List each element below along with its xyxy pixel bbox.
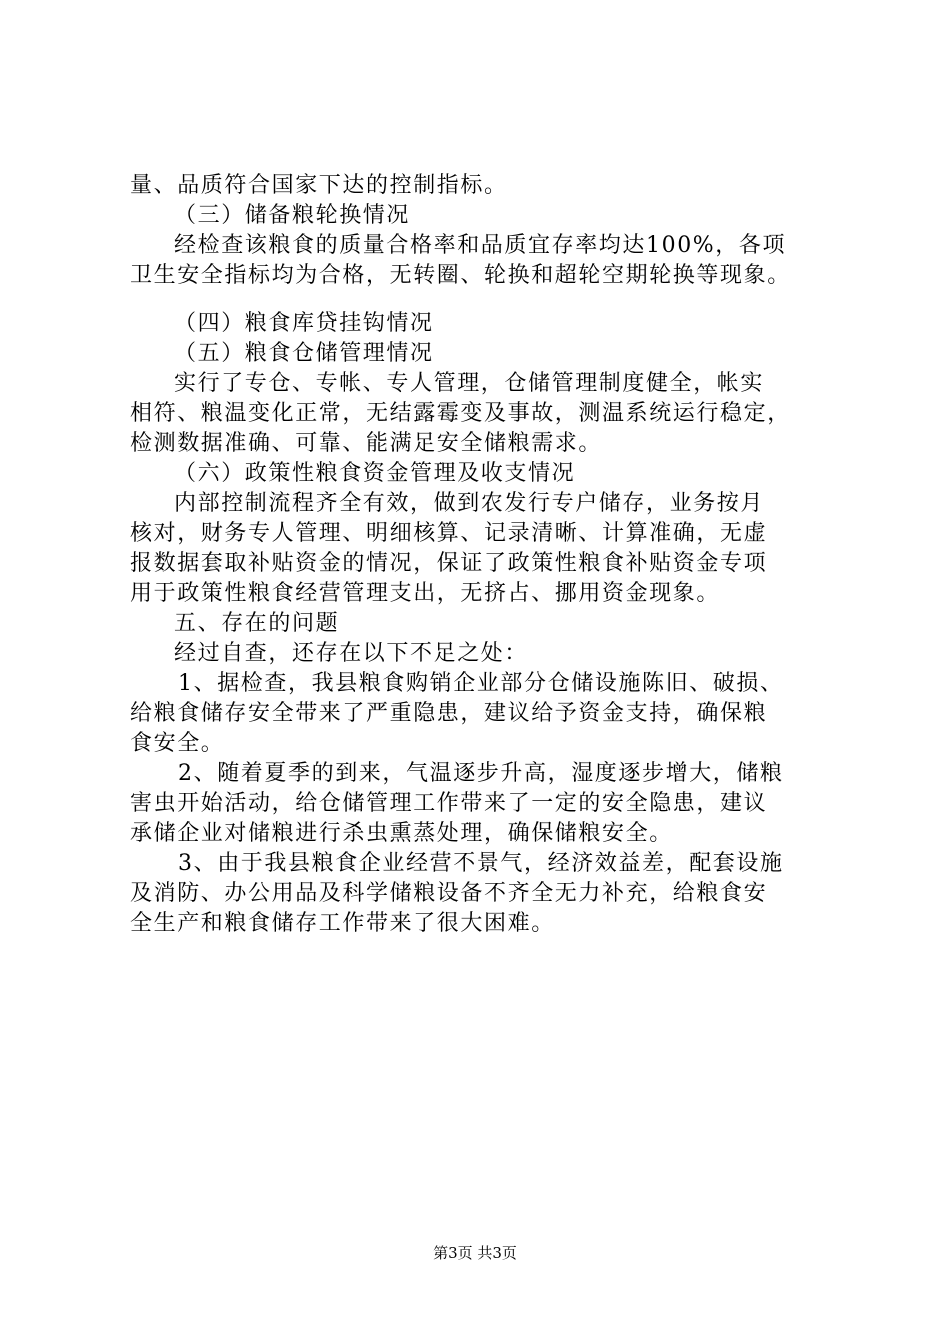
text-line: 承储企业对储粮进行杀虫熏蒸处理，确保储粮安全。: [130, 821, 673, 846]
section-heading-4: （四）粮食库贷挂钩情况: [174, 311, 434, 336]
list-item-1: 1、据检查，我县粮食购销企业部分仓储设施陈旧、破损、: [178, 671, 784, 696]
text-line: 用于政策性粮食经营管理支出，无挤占、挪用资金现象。: [130, 581, 721, 606]
list-item-3: 3、由于我县粮食企业经营不景气，经济效益差，配套设施: [178, 851, 784, 876]
text-line: 相符、粮温变化正常，无结露霉变及事故，测温系统运行稳定，: [130, 401, 791, 426]
page-number-footer: 第3页 共3页: [433, 1244, 517, 1262]
section-heading-5: （五）粮食仓储管理情况: [174, 341, 434, 366]
text-line: 害虫开始活动，给仓储管理工作带来了一定的安全隐患，建议: [130, 791, 768, 816]
document-body: [130, 171, 830, 939]
text-line: 报数据套取补贴资金的情况，保证了政策性粮食补贴资金专项: [130, 551, 768, 576]
text-line: 实行了专仓、专帐、专人管理，仓储管理制度健全，帐实: [174, 371, 765, 396]
section-heading-3: （三）储备粮轮换情况: [174, 203, 411, 228]
text-line: 全生产和粮食储存工作带来了很大困难。: [130, 911, 555, 936]
text-line: 卫生安全指标均为合格，无转圈、轮换和超轮空期轮换等现象。: [130, 263, 791, 288]
text-line: 给粮食储存安全带来了严重隐患，建议给予资金支持，确保粮: [130, 701, 768, 726]
text-line: 及消防、办公用品及科学储粮设备不齐全无力补充，给粮食安: [130, 881, 768, 906]
list-item-2: 2、随着夏季的到来，气温逐步升高，湿度逐步增大，储粮: [178, 761, 784, 786]
text-line: 核对，财务专人管理、明细核算、记录清晰、计算准确，无虚: [130, 521, 768, 546]
text-line: 经检查该粮食的质量合格率和品质宜存率均达100%，各项: [174, 233, 787, 258]
text-line: 量、品质符合国家下达的控制指标。: [130, 173, 508, 198]
text-line: 食安全。: [130, 731, 225, 756]
text-line: 检测数据准确、可靠、能满足安全储粮需求。: [130, 431, 603, 456]
text-line: 经过自查，还存在以下不足之处：: [174, 641, 529, 666]
section-heading-problems: 五、存在的问题: [174, 611, 340, 636]
text-line: 内部控制流程齐全有效，做到农发行专户储存，业务按月: [174, 491, 765, 516]
section-heading-6: （六）政策性粮食资金管理及收支情况: [174, 461, 576, 486]
paragraph-gap: [130, 291, 830, 309]
